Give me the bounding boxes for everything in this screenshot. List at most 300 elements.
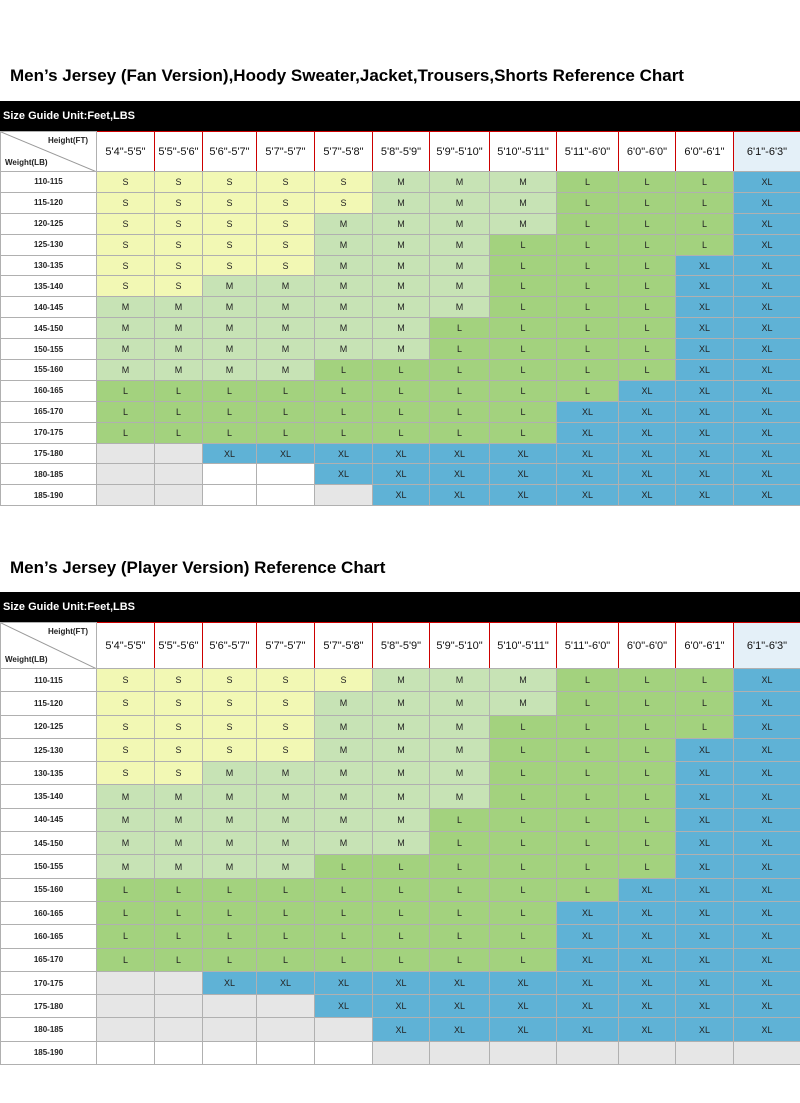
table-row <box>1 360 800 381</box>
weight-cell: 115-120 <box>1 692 97 715</box>
size-cell: L <box>373 948 430 971</box>
size-cell: L <box>257 948 315 971</box>
size-cell: L <box>619 762 676 785</box>
size-cell: XL <box>430 443 490 464</box>
size-cell: XL <box>734 380 800 401</box>
size-cell: M <box>490 669 557 692</box>
size-cell: L <box>315 855 373 878</box>
table-row <box>1 339 800 360</box>
table-row <box>1 901 800 924</box>
size-cell: L <box>490 255 557 276</box>
size-cell: M <box>257 276 315 297</box>
size-guide-bar: Size Guide Unit:Feet,LBS <box>0 101 800 131</box>
height-header-cell: 5'10"-5'11" <box>490 132 557 172</box>
size-cell: M <box>315 213 373 234</box>
size-cell: L <box>490 762 557 785</box>
size-cell: L <box>257 925 315 948</box>
size-cell <box>155 995 203 1018</box>
size-cell: S <box>155 213 203 234</box>
size-cell: M <box>373 172 430 193</box>
height-header-cell: 5'8"-5'9" <box>373 132 430 172</box>
size-cell: XL <box>315 995 373 1018</box>
size-cell: M <box>203 855 257 878</box>
size-cell: S <box>257 213 315 234</box>
size-cell: XL <box>734 855 800 878</box>
size-cell: XL <box>619 901 676 924</box>
size-cell: S <box>203 738 257 761</box>
size-cell <box>257 485 315 506</box>
size-cell: M <box>155 832 203 855</box>
size-cell: L <box>373 925 430 948</box>
size-cell: XL <box>676 995 734 1018</box>
size-cell: L <box>490 785 557 808</box>
size-cell: XL <box>676 380 734 401</box>
height-header-cell: 5'5"-5'6" <box>155 132 203 172</box>
size-cell: L <box>619 738 676 761</box>
height-header-cell: 5'7"-5'7" <box>257 132 315 172</box>
size-cell: XL <box>373 971 430 994</box>
size-cell: XL <box>676 464 734 485</box>
size-cell: L <box>619 339 676 360</box>
chart-title: Men’s Jersey (Player Version) Reference Chart <box>10 558 386 577</box>
size-cell: M <box>155 785 203 808</box>
size-cell: L <box>97 401 155 422</box>
table-row <box>1 1018 800 1041</box>
size-cell: L <box>490 380 557 401</box>
size-cell: M <box>315 276 373 297</box>
size-cell: XL <box>734 485 800 506</box>
size-cell: XL <box>619 422 676 443</box>
size-cell: XL <box>734 925 800 948</box>
size-cell: L <box>373 855 430 878</box>
size-cell: XL <box>734 318 800 339</box>
size-cell: M <box>97 832 155 855</box>
size-cell: L <box>557 380 619 401</box>
size-cell <box>315 1041 373 1064</box>
height-header-cell: 5'7"-5'7" <box>257 623 315 669</box>
size-cell: L <box>490 925 557 948</box>
size-cell: XL <box>557 401 619 422</box>
size-cell: L <box>430 948 490 971</box>
size-cell: S <box>97 738 155 761</box>
size-cell: XL <box>257 971 315 994</box>
size-cell: L <box>490 297 557 318</box>
size-cell: S <box>155 255 203 276</box>
height-header-cell: 6'0"-6'1" <box>676 623 734 669</box>
size-cell: S <box>203 172 257 193</box>
weight-cell: 120-125 <box>1 715 97 738</box>
weight-cell: 160-165 <box>1 925 97 948</box>
size-cell: L <box>490 360 557 381</box>
size-cell: M <box>155 360 203 381</box>
size-cell: XL <box>734 464 800 485</box>
size-cell: XL <box>734 738 800 761</box>
size-cell: L <box>430 901 490 924</box>
size-cell: M <box>257 808 315 831</box>
size-cell: S <box>203 213 257 234</box>
size-cell: M <box>430 234 490 255</box>
height-header-cell: 6'0"-6'1" <box>676 132 734 172</box>
size-cell: XL <box>430 1018 490 1041</box>
size-cell: XL <box>676 360 734 381</box>
size-cell: S <box>155 738 203 761</box>
table-row <box>1 422 800 443</box>
size-cell: S <box>203 234 257 255</box>
size-cell: L <box>257 422 315 443</box>
size-cell: L <box>430 380 490 401</box>
table-row <box>1 172 800 193</box>
size-cell: M <box>257 360 315 381</box>
size-cell: XL <box>490 485 557 506</box>
weight-cell: 155-160 <box>1 878 97 901</box>
size-cell: L <box>315 878 373 901</box>
size-cell: L <box>557 318 619 339</box>
size-cell: L <box>97 422 155 443</box>
size-cell: M <box>155 855 203 878</box>
size-cell: XL <box>734 808 800 831</box>
size-cell <box>315 485 373 506</box>
size-cell: M <box>315 808 373 831</box>
size-table <box>0 622 800 1065</box>
size-cell: L <box>676 234 734 255</box>
size-cell <box>257 995 315 1018</box>
weight-cell: 170-175 <box>1 422 97 443</box>
size-cell: L <box>557 832 619 855</box>
weight-cell: 165-170 <box>1 401 97 422</box>
size-cell: S <box>203 669 257 692</box>
size-cell: XL <box>676 762 734 785</box>
size-cell: XL <box>315 464 373 485</box>
table-row <box>1 715 800 738</box>
size-cell: XL <box>734 715 800 738</box>
size-cell: L <box>619 785 676 808</box>
table-row <box>1 401 800 422</box>
size-cell: M <box>203 297 257 318</box>
size-cell: M <box>373 715 430 738</box>
size-cell: L <box>97 878 155 901</box>
size-cell: XL <box>373 1018 430 1041</box>
size-cell: M <box>257 762 315 785</box>
size-cell: L <box>557 255 619 276</box>
size-cell <box>203 464 257 485</box>
table-row <box>1 318 800 339</box>
size-cell <box>203 995 257 1018</box>
height-axis-label: Height(FT) <box>48 136 88 145</box>
size-cell: M <box>155 297 203 318</box>
table-row <box>1 948 800 971</box>
size-cell: XL <box>430 485 490 506</box>
size-cell: XL <box>676 318 734 339</box>
size-cell: M <box>97 318 155 339</box>
size-cell: XL <box>619 1018 676 1041</box>
size-cell: M <box>97 339 155 360</box>
size-cell: XL <box>619 443 676 464</box>
weight-cell: 110-115 <box>1 669 97 692</box>
height-header-cell: 5'4"-5'5" <box>97 623 155 669</box>
size-cell <box>257 1018 315 1041</box>
size-cell: S <box>203 255 257 276</box>
table-row <box>1 276 800 297</box>
size-cell: S <box>315 669 373 692</box>
size-cell: M <box>373 339 430 360</box>
weight-cell: 155-160 <box>1 360 97 381</box>
size-cell: L <box>490 948 557 971</box>
size-cell: M <box>373 669 430 692</box>
size-cell: S <box>257 738 315 761</box>
size-cell: L <box>557 339 619 360</box>
table-row <box>1 297 800 318</box>
size-cell <box>97 485 155 506</box>
size-cell: S <box>97 276 155 297</box>
size-cell <box>155 464 203 485</box>
size-cell: L <box>557 762 619 785</box>
size-cell: M <box>430 255 490 276</box>
size-cell: XL <box>734 213 800 234</box>
size-cell: S <box>315 192 373 213</box>
size-cell: XL <box>734 255 800 276</box>
size-cell: S <box>97 172 155 193</box>
size-cell: L <box>557 692 619 715</box>
size-cell: M <box>315 339 373 360</box>
size-cell: XL <box>373 995 430 1018</box>
size-cell: M <box>203 808 257 831</box>
size-cell: XL <box>490 995 557 1018</box>
size-cell: M <box>97 855 155 878</box>
size-cell <box>203 1041 257 1064</box>
size-cell: XL <box>734 234 800 255</box>
size-cell: XL <box>734 995 800 1018</box>
size-cell: M <box>430 715 490 738</box>
size-cell: M <box>430 738 490 761</box>
size-cell <box>373 1041 430 1064</box>
size-cell: M <box>257 297 315 318</box>
height-header-cell: 5'8"-5'9" <box>373 623 430 669</box>
size-cell: S <box>257 715 315 738</box>
size-cell: L <box>315 422 373 443</box>
size-cell: L <box>203 901 257 924</box>
size-cell: M <box>257 855 315 878</box>
size-cell <box>490 1041 557 1064</box>
size-cell: S <box>315 172 373 193</box>
size-cell: XL <box>734 339 800 360</box>
size-cell: S <box>155 715 203 738</box>
size-cell: XL <box>557 995 619 1018</box>
size-cell <box>97 971 155 994</box>
weight-axis-label: Weight(LB) <box>5 158 48 167</box>
size-cell: XL <box>734 297 800 318</box>
size-cell: M <box>257 339 315 360</box>
size-cell: XL <box>490 443 557 464</box>
size-cell <box>97 464 155 485</box>
size-cell: M <box>203 339 257 360</box>
size-cell: L <box>676 715 734 738</box>
size-cell: S <box>97 255 155 276</box>
size-cell: M <box>430 669 490 692</box>
size-cell <box>557 1041 619 1064</box>
size-cell: XL <box>676 738 734 761</box>
size-cell <box>155 971 203 994</box>
size-cell: L <box>490 878 557 901</box>
size-cell: S <box>155 172 203 193</box>
size-cell: M <box>430 192 490 213</box>
height-header-cell: 5'11"-6'0" <box>557 132 619 172</box>
table-row <box>1 464 800 485</box>
size-guide-bar: Size Guide Unit:Feet,LBS <box>0 592 800 622</box>
size-cell: L <box>676 192 734 213</box>
size-cell: M <box>203 276 257 297</box>
size-cell: XL <box>676 785 734 808</box>
weight-cell: 180-185 <box>1 1018 97 1041</box>
size-cell: L <box>430 808 490 831</box>
size-cell: XL <box>676 832 734 855</box>
weight-cell: 125-130 <box>1 234 97 255</box>
size-cell: XL <box>557 948 619 971</box>
size-cell: M <box>373 318 430 339</box>
size-cell: M <box>373 738 430 761</box>
weight-cell: 145-150 <box>1 832 97 855</box>
size-cell <box>619 1041 676 1064</box>
size-cell: L <box>97 925 155 948</box>
size-cell: M <box>490 192 557 213</box>
size-cell: L <box>155 901 203 924</box>
weight-cell: 185-190 <box>1 485 97 506</box>
size-cell: XL <box>557 901 619 924</box>
size-cell <box>155 1018 203 1041</box>
size-cell: L <box>619 669 676 692</box>
size-cell: XL <box>557 1018 619 1041</box>
size-cell: XL <box>734 785 800 808</box>
size-cell: M <box>257 832 315 855</box>
size-cell: M <box>430 213 490 234</box>
weight-cell: 140-145 <box>1 297 97 318</box>
size-cell: S <box>97 692 155 715</box>
size-cell: M <box>315 234 373 255</box>
size-cell: S <box>97 715 155 738</box>
table-row <box>1 855 800 878</box>
size-cell <box>97 443 155 464</box>
size-cell: XL <box>373 485 430 506</box>
size-cell <box>155 443 203 464</box>
size-cell: XL <box>430 995 490 1018</box>
size-cell: L <box>490 339 557 360</box>
size-cell: XL <box>619 971 676 994</box>
size-cell: M <box>373 192 430 213</box>
size-cell: L <box>257 901 315 924</box>
weight-cell: 110-115 <box>1 172 97 193</box>
weight-cell: 135-140 <box>1 276 97 297</box>
size-cell: L <box>155 948 203 971</box>
weight-axis-label: Weight(LB) <box>5 655 48 664</box>
size-cell: L <box>557 360 619 381</box>
table-row <box>1 995 800 1018</box>
size-cell: S <box>97 669 155 692</box>
size-cell: M <box>373 832 430 855</box>
table-row <box>1 192 800 213</box>
size-cell: M <box>97 360 155 381</box>
size-cell: S <box>155 669 203 692</box>
size-cell: L <box>490 738 557 761</box>
table-row <box>1 738 800 761</box>
size-cell: M <box>315 715 373 738</box>
size-cell: L <box>203 380 257 401</box>
weight-cell: 135-140 <box>1 785 97 808</box>
size-cell: XL <box>734 878 800 901</box>
size-cell: L <box>203 948 257 971</box>
size-cell: M <box>315 738 373 761</box>
table-row <box>1 832 800 855</box>
size-cell: XL <box>676 925 734 948</box>
size-cell <box>97 1018 155 1041</box>
size-cell: L <box>557 878 619 901</box>
size-cell: XL <box>734 422 800 443</box>
size-cell: XL <box>619 485 676 506</box>
size-cell: L <box>373 878 430 901</box>
size-cell: L <box>490 901 557 924</box>
weight-cell: 130-135 <box>1 762 97 785</box>
size-cell: M <box>373 808 430 831</box>
height-axis-label: Height(FT) <box>48 627 88 636</box>
size-cell: XL <box>734 1018 800 1041</box>
size-cell: XL <box>734 172 800 193</box>
size-cell: M <box>315 692 373 715</box>
size-cell: S <box>257 172 315 193</box>
size-cell: S <box>97 213 155 234</box>
size-cell: XL <box>557 422 619 443</box>
size-cell: M <box>315 785 373 808</box>
size-cell: XL <box>734 948 800 971</box>
height-header-cell: 5'6"-5'7" <box>203 623 257 669</box>
size-cell: M <box>97 297 155 318</box>
size-table <box>0 131 800 506</box>
size-cell: XL <box>734 401 800 422</box>
size-cell: XL <box>734 192 800 213</box>
size-cell: L <box>490 808 557 831</box>
weight-cell: 175-180 <box>1 443 97 464</box>
size-cell: L <box>257 380 315 401</box>
size-cell: L <box>257 401 315 422</box>
chart-title: Men’s Jersey (Fan Version),Hoody Sweater,Jacket,Trousers,Shorts Reference Chart <box>10 66 684 85</box>
size-cell: L <box>557 738 619 761</box>
size-cell: L <box>315 380 373 401</box>
size-cell: XL <box>734 692 800 715</box>
size-cell: S <box>257 234 315 255</box>
size-cell: XL <box>676 948 734 971</box>
size-cell: XL <box>315 443 373 464</box>
size-cell: L <box>557 785 619 808</box>
size-cell: L <box>430 318 490 339</box>
height-header-cell: 6'1"-6'3" <box>734 623 800 669</box>
size-cell: XL <box>619 878 676 901</box>
size-cell: S <box>155 692 203 715</box>
size-cell: XL <box>676 878 734 901</box>
size-cell: S <box>257 669 315 692</box>
size-cell: M <box>315 762 373 785</box>
height-header-cell: 5'5"-5'6" <box>155 623 203 669</box>
height-header-cell: 5'11"-6'0" <box>557 623 619 669</box>
size-cell: M <box>97 785 155 808</box>
size-cell: L <box>619 297 676 318</box>
size-cell: XL <box>203 971 257 994</box>
size-cell: L <box>557 855 619 878</box>
size-cell: L <box>619 213 676 234</box>
size-cell: L <box>430 925 490 948</box>
size-cell: L <box>430 422 490 443</box>
size-cell: L <box>155 878 203 901</box>
size-cell: L <box>430 360 490 381</box>
size-cell: M <box>155 318 203 339</box>
size-cell <box>734 1041 800 1064</box>
size-cell: L <box>203 878 257 901</box>
